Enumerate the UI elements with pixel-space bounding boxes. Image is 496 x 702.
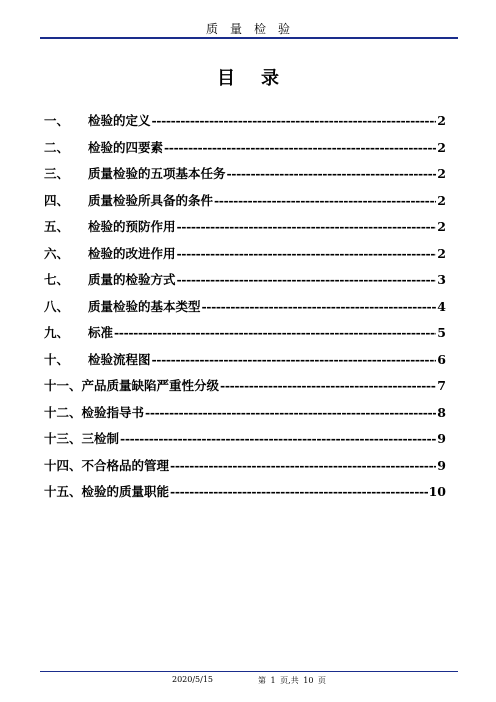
- toc-entry[interactable]: [44, 191, 446, 218]
- toc-entry-page: 4: [437, 298, 446, 314]
- toc-entry-title: 质量的检验方式: [88, 272, 176, 287]
- toc-leader-dots: [170, 484, 428, 499]
- toc-entry-title: 检验的四要素: [88, 139, 164, 155]
- toc-entry-page: 5: [437, 325, 446, 340]
- toc-entry[interactable]: [44, 456, 446, 483]
- toc-entry-page: 9: [437, 431, 446, 446]
- toc-entry-page: 2: [437, 166, 446, 181]
- toc-entry-title: 产品质量缺陷严重性分级: [81, 378, 220, 393]
- toc-entry-number: 九、: [44, 325, 70, 340]
- toc-entry-page: 8: [437, 404, 446, 420]
- toc-leader-dots: [164, 140, 436, 155]
- toc-entry[interactable]: [44, 217, 446, 244]
- toc-entry-page: 9: [437, 457, 446, 473]
- toc-entry-number: 三、: [44, 166, 70, 181]
- toc-entry-number: 十二、: [44, 404, 82, 420]
- toc-title-left: 目: [217, 68, 235, 89]
- toc-entry[interactable]: [44, 244, 446, 271]
- toc-entry-number: 十四、: [44, 457, 82, 473]
- toc-entry-number: 一、: [44, 113, 70, 128]
- toc-title: [0, 64, 496, 90]
- toc-entry-page: 2: [437, 139, 446, 155]
- toc-entry[interactable]: [44, 323, 446, 350]
- toc-leader-dots: [214, 193, 436, 208]
- header-rule: [40, 37, 458, 39]
- footer-date: 2020/5/15: [172, 675, 214, 684]
- toc-entry-number: 十一、: [44, 378, 82, 393]
- toc-entry-number: 十五、: [44, 484, 82, 499]
- toc-entry-number: 四、: [44, 192, 70, 208]
- toc-entry-number: 六、: [44, 245, 70, 261]
- toc-entry-page: 6: [437, 351, 446, 367]
- toc-leader-dots: [152, 352, 437, 367]
- toc-entry-page: 3: [437, 272, 446, 287]
- toc-entry-title: 质量检验的五项基本任务: [88, 166, 226, 181]
- toc-leader-dots: [202, 299, 437, 314]
- toc-entry[interactable]: [44, 111, 446, 138]
- toc-entry-title: 检验流程图: [88, 351, 151, 367]
- toc-entry-title: 不合格品的管理: [81, 457, 170, 473]
- footer-rule: [40, 671, 458, 672]
- toc-entry[interactable]: [44, 138, 446, 165]
- toc-leader-dots: [145, 405, 436, 420]
- toc-leader-dots: [177, 246, 437, 261]
- page-header: 质量检验: [205, 22, 302, 36]
- toc-leader-dots: [120, 431, 436, 446]
- toc-entry-title: 三检制: [81, 431, 120, 446]
- footer-page-info: 第 1 页,共 10 页: [258, 676, 326, 685]
- toc-entry[interactable]: [44, 376, 446, 403]
- toc-entry-title: 标准: [88, 325, 114, 340]
- toc-entry-number: 二、: [44, 139, 70, 155]
- toc-entry-title: 检验的定义: [88, 113, 151, 128]
- toc-entry-number: 十、: [44, 351, 70, 367]
- toc-list: [44, 111, 446, 509]
- toc-leader-dots: [220, 378, 436, 393]
- toc-entry-page: 2: [437, 113, 446, 128]
- toc-entry[interactable]: [44, 429, 446, 456]
- toc-leader-dots: [152, 113, 437, 128]
- toc-leader-dots: [170, 458, 436, 473]
- toc-leader-dots: [227, 166, 437, 181]
- toc-entry-number: 十三、: [44, 431, 82, 446]
- toc-title-right: 录: [261, 68, 279, 89]
- toc-leader-dots: [177, 272, 437, 287]
- toc-entry-page: 2: [437, 219, 446, 234]
- toc-leader-dots: [114, 325, 436, 340]
- toc-entry[interactable]: [44, 297, 446, 324]
- toc-entry-page: 2: [437, 192, 446, 208]
- toc-entry[interactable]: [44, 350, 446, 377]
- toc-entry-title: 检验的质量职能: [81, 484, 170, 499]
- toc-entry[interactable]: [44, 482, 446, 509]
- toc-entry-title: 检验指导书: [81, 404, 145, 420]
- toc-entry-number: 七、: [44, 272, 70, 287]
- toc-entry-title: 检验的改进作用: [88, 245, 176, 261]
- toc-entry[interactable]: [44, 403, 446, 430]
- toc-entry-page: 2: [437, 245, 446, 261]
- toc-entry[interactable]: [44, 164, 446, 191]
- toc-entry-page: 10: [428, 484, 446, 499]
- toc-entry-title: 检验的预防作用: [88, 219, 176, 234]
- toc-entry[interactable]: [44, 270, 446, 297]
- toc-entry-title: 质量检验的基本类型: [88, 298, 201, 314]
- toc-entry-number: 八、: [44, 298, 70, 314]
- toc-entry-number: 五、: [44, 219, 70, 234]
- toc-leader-dots: [177, 219, 437, 234]
- toc-entry-title: 质量检验所具备的条件: [88, 192, 214, 208]
- toc-entry-page: 7: [437, 378, 446, 393]
